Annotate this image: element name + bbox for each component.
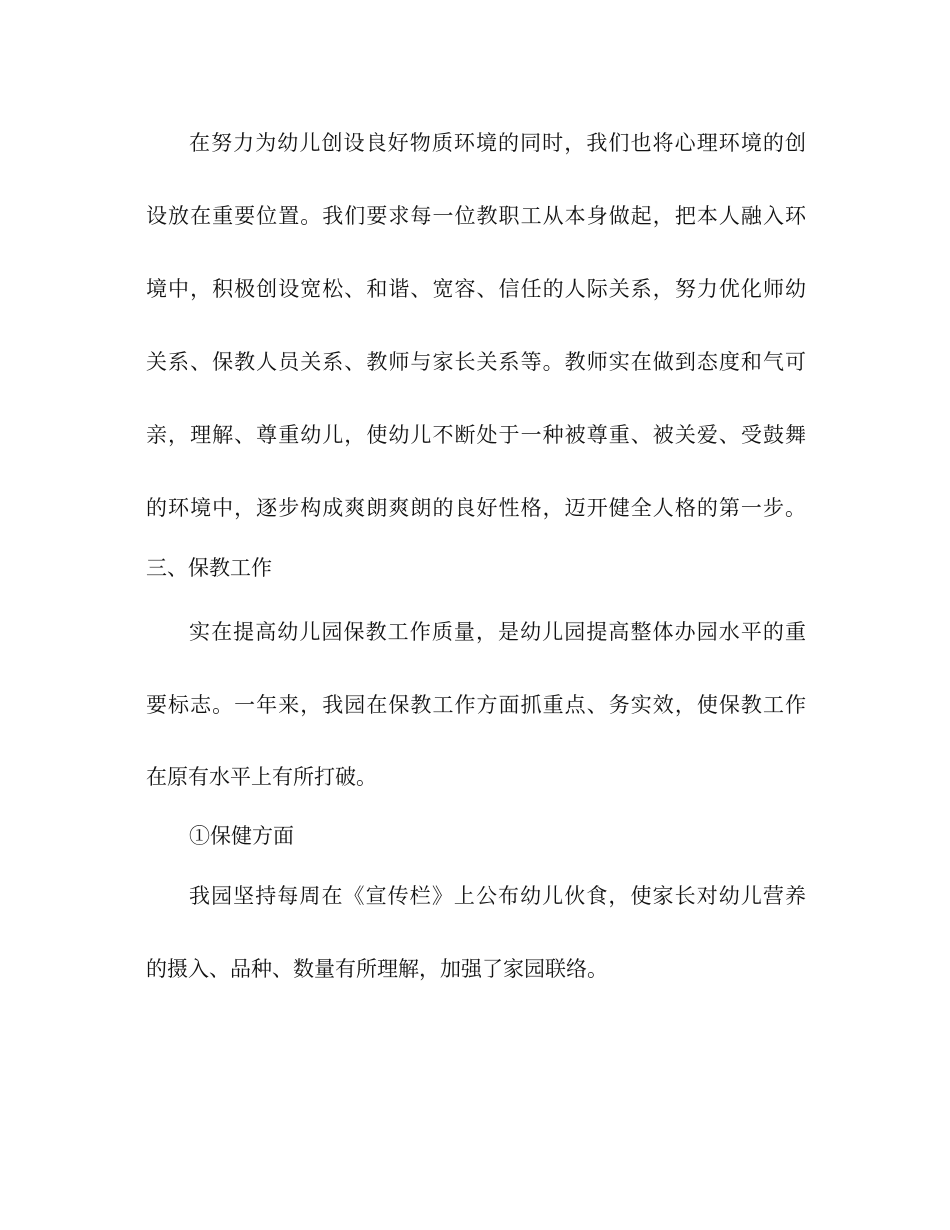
paragraph-line: 亲，理解、尊重幼儿，使幼儿不断处于一种被尊重、被关爱、受鼓舞 — [146, 423, 806, 447]
paragraph-line: 的环境中，逐步构成爽朗爽朗的良好性格，迈开健全人格的第一步。 — [146, 496, 806, 520]
paragraph-line: 我园坚持每周在《宣传栏》上公布幼儿伙食，使家长对幼儿营养 — [189, 884, 806, 908]
paragraph-line: 设放在重要位置。我们要求每一位教职工从本身做起，把本人融入环 — [146, 204, 806, 228]
paragraph-line: 实在提高幼儿园保教工作质量，是幼儿园提高整体办园水平的重 — [189, 620, 806, 644]
paragraph-line: 境中，积极创设宽松、和谐、宽容、信任的人际关系，努力优化师幼 — [146, 277, 806, 301]
paragraph-line: 在努力为幼儿创设良好物质环境的同时，我们也将心理环境的创 — [189, 131, 806, 155]
section-heading: 三、保教工作 — [146, 556, 272, 580]
paragraph-line: 的摄入、品种、数量有所理解，加强了家园联络。 — [146, 957, 608, 981]
paragraph-line: 要标志。一年来，我园在保教工作方面抓重点、务实效，使保教工作 — [146, 693, 806, 717]
subsection-heading: ①保健方面 — [189, 824, 294, 848]
paragraph-line: 关系、保教人员关系、教师与家长关系等。教师实在做到态度和气可 — [146, 350, 806, 374]
paragraph-line: 在原有水平上有所打破。 — [146, 765, 377, 789]
